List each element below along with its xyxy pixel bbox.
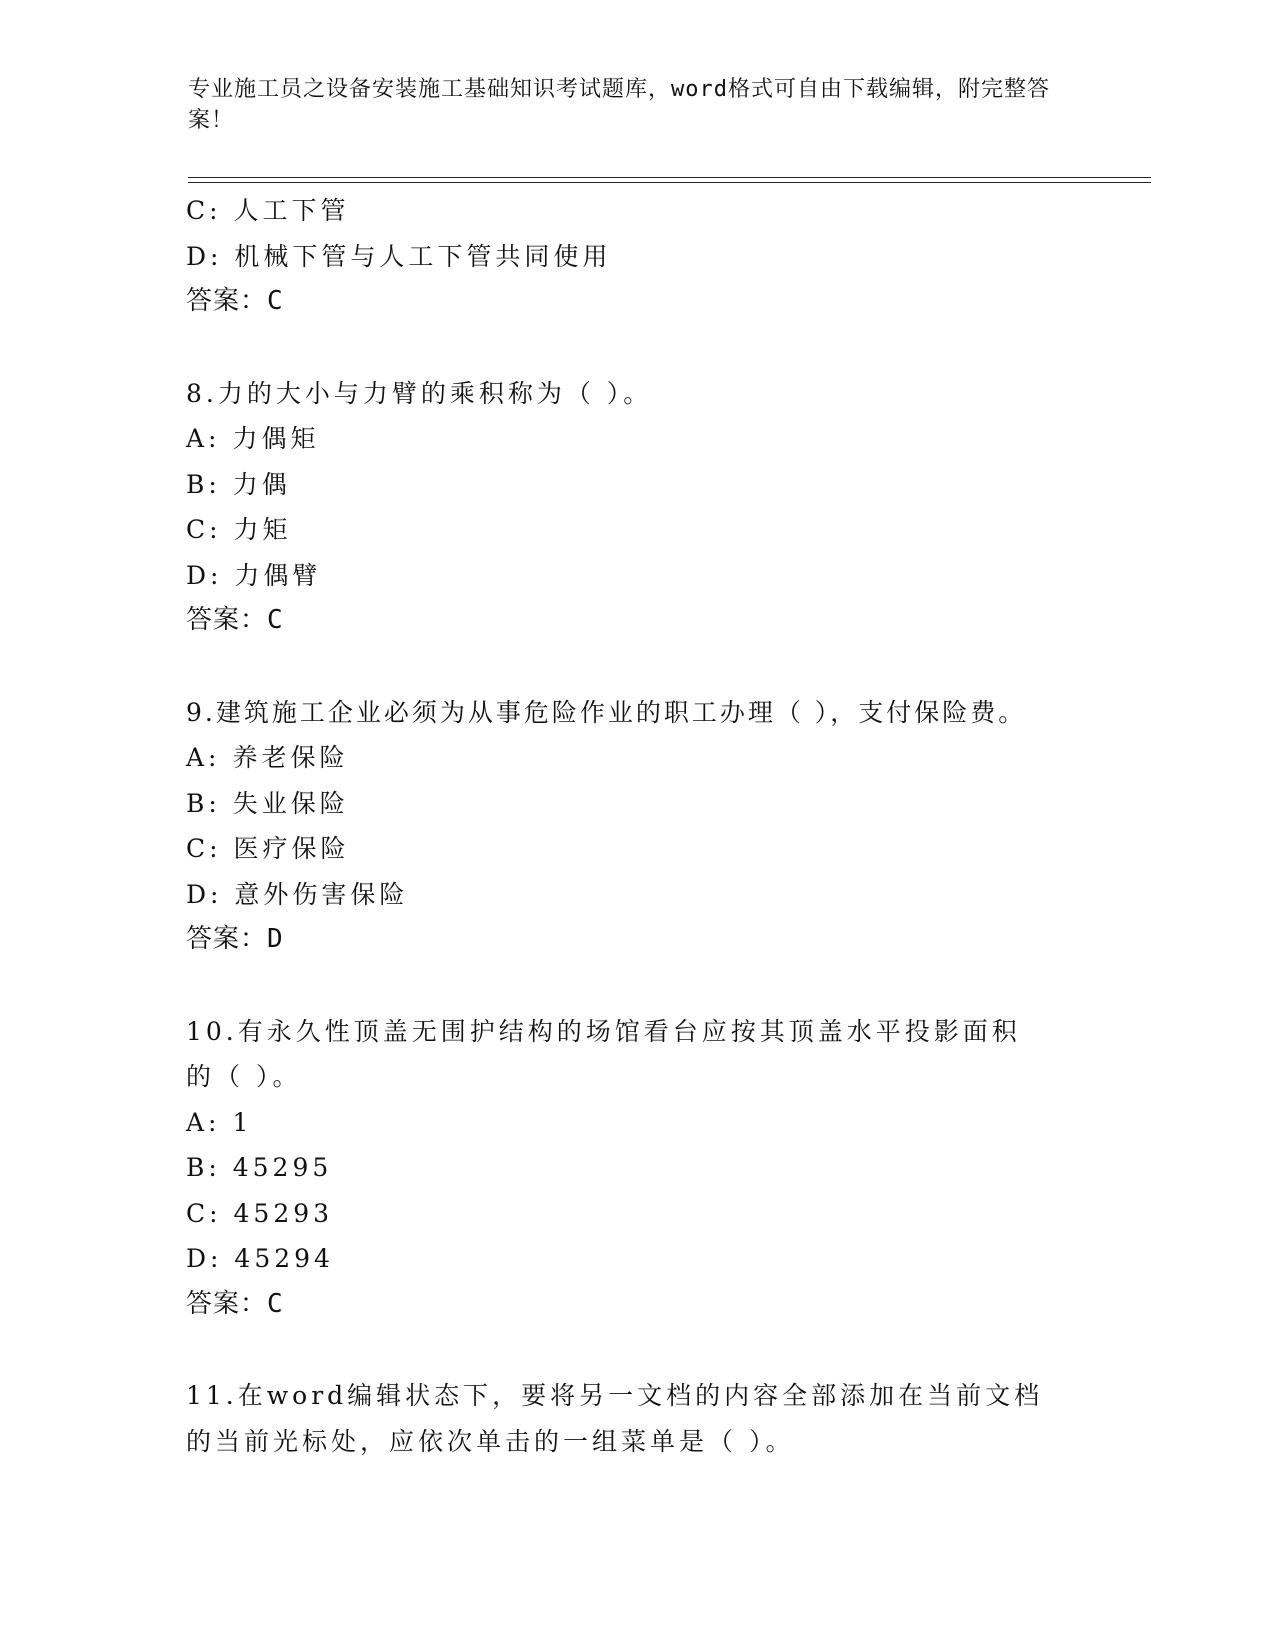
question-11 — [186, 1373, 1066, 1464]
question-title: 11.在word编辑状态下，要将另一文档的内容全部添加在当前文档的当前光标处，应依次单击的一组菜单是（ ）。 — [186, 1381, 1044, 1456]
option-letter: A: — [186, 424, 221, 453]
option-c — [186, 1191, 1066, 1237]
option-text: 45295 — [232, 1153, 333, 1182]
question-9 — [186, 690, 1066, 963]
option-a — [186, 735, 1066, 781]
option-letter: C: — [186, 515, 222, 544]
option-text: 养老保险 — [232, 743, 349, 772]
question-title: 9.建筑施工企业必须为从事危险作业的职工办理（ ），支付保险费。 — [186, 697, 1027, 727]
option-letter: C: — [186, 196, 222, 225]
option-c — [186, 188, 1066, 234]
option-text: 意外伤害保险 — [234, 879, 409, 909]
answer-line: 答案：C — [186, 605, 284, 635]
option-d — [186, 872, 1066, 918]
question-8 — [186, 371, 1066, 644]
option-letter: C: — [186, 1198, 222, 1228]
option-text: 力偶臂 — [234, 560, 322, 590]
answer-line: 答案：C — [186, 1288, 284, 1319]
option-text: 45293 — [233, 1198, 334, 1228]
question-content — [186, 188, 1066, 1464]
option-text: 力偶 — [232, 469, 291, 499]
option-text: 人工下管 — [233, 196, 350, 225]
question-7-tail — [186, 188, 1066, 325]
option-letter: B: — [186, 788, 221, 818]
header-divider — [188, 177, 1151, 178]
option-d — [186, 234, 1066, 280]
option-a — [186, 1100, 1066, 1146]
page-header: 专业施工员之设备安装施工基础知识考试题库，word格式可自由下载编辑，附完整答案！ — [188, 77, 1050, 133]
option-b — [186, 781, 1066, 827]
option-text: 1 — [232, 1107, 253, 1137]
option-b — [186, 1145, 1066, 1191]
option-d — [186, 553, 1066, 599]
option-d — [186, 1236, 1066, 1282]
question-title: 10.有永久性顶盖无围护结构的场馆看台应按其顶盖水平投影面积的（ ）。 — [186, 1016, 1021, 1091]
option-letter: B: — [186, 1153, 221, 1182]
option-a — [186, 416, 1066, 462]
option-text: 力偶矩 — [232, 424, 320, 453]
answer-line: 答案：D — [186, 924, 284, 954]
option-letter: A: — [186, 743, 221, 772]
option-letter: D: — [186, 1244, 223, 1273]
option-text: 医疗保险 — [233, 834, 350, 863]
option-letter: D: — [186, 879, 223, 909]
option-c — [186, 507, 1066, 553]
question-title: 8.力的大小与力臂的乘积称为（ ）。 — [186, 378, 653, 408]
option-text: 机械下管与人工下管共同使用 — [234, 241, 612, 271]
question-10 — [186, 1009, 1066, 1328]
option-b — [186, 462, 1066, 508]
option-letter: D: — [186, 241, 223, 271]
option-c — [186, 826, 1066, 872]
answer-line: 答案：C — [186, 286, 284, 316]
option-text: 45294 — [234, 1244, 334, 1273]
option-letter: A: — [186, 1107, 221, 1137]
option-letter: B: — [186, 469, 221, 499]
option-text: 力矩 — [233, 515, 292, 544]
option-letter: D: — [186, 560, 223, 590]
option-text: 失业保险 — [232, 788, 349, 818]
option-letter: C: — [186, 834, 222, 863]
header-divider-double — [188, 182, 1151, 183]
